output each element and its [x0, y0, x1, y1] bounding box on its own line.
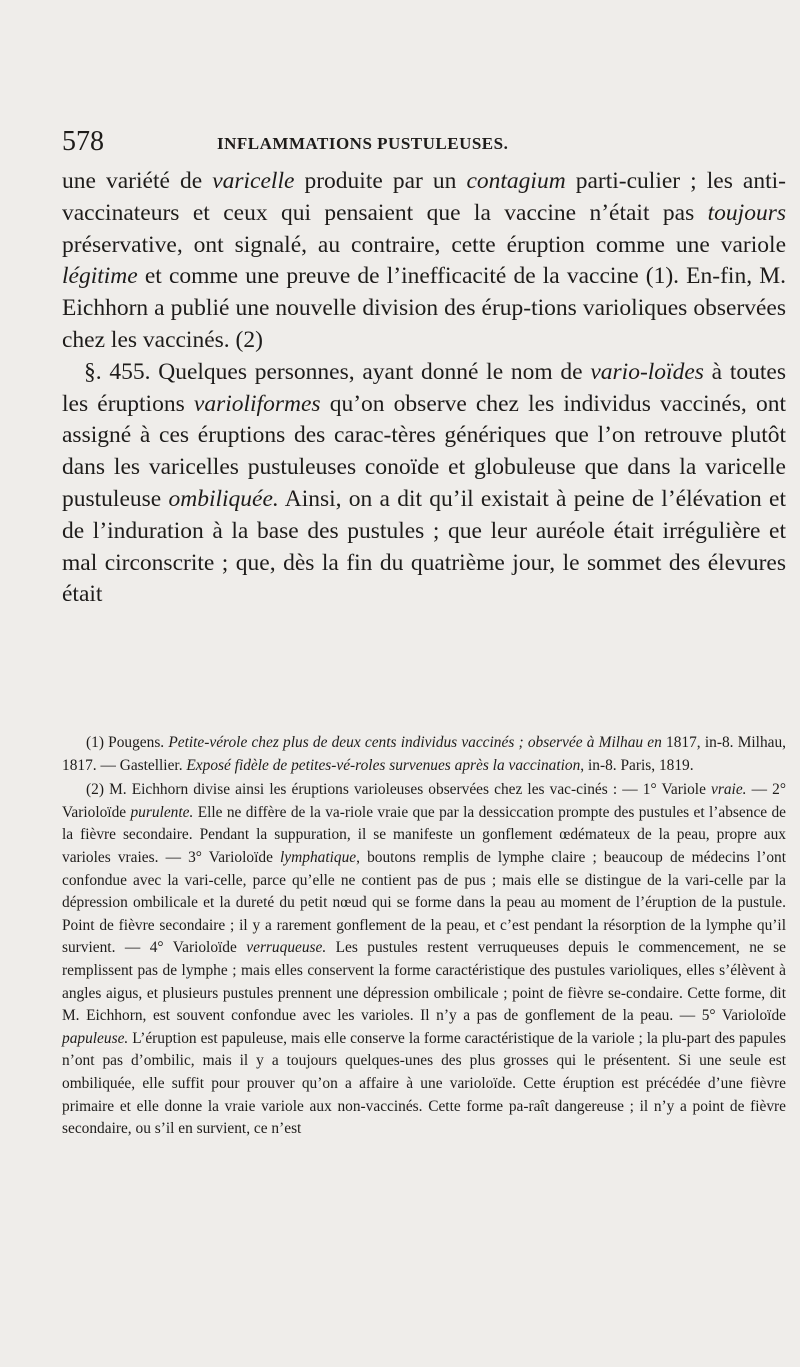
text-run: , boutons remplis de lymphe claire ; beaucoup de médecins l’ont confondue avec la vari-celle, parce qu’elle ne contient pas de pus ; mais elle se distingue de la vari-celle par la dépression ombilicale et la dureté du petit nœud qui se forme dans la peau au moment de l’éruption de la pustule. Point de fièvre secondaire ; il y a rarement gonflement de la peau, et c’est pendant la résorption de la lymphe qu’il survient. — 4° Varioloïde: [62, 848, 786, 957]
text-run-italic: contagium: [466, 168, 566, 194]
text-run-italic: varicelle: [212, 168, 295, 194]
text-run: parti-culier ; les anti-vaccinateurs et ceux qui pensaient que la vaccine n’était pas: [62, 168, 786, 226]
text-run: §. 455. Quelques personnes, ayant donné le nom de: [84, 358, 591, 385]
text-run: qu’on observe chez les individus vaccinés, ont assigné à ces éruptions des carac-tères génériques que l’on retrouve plutôt dans les varicelles pustuleuses conoïde et globuleuse que dans la varicelle pustuleuse: [62, 390, 786, 512]
footnote-2: [62, 779, 786, 1141]
text-run: — 2° Varioloïde: [62, 781, 786, 821]
text-run-italic: vraie.: [711, 781, 747, 799]
text-run: produite par un: [294, 168, 467, 194]
paragraph-continuation: [62, 166, 786, 357]
text-run: , in-8. Paris, 1819.: [580, 756, 694, 774]
text-run-italic: Exposé fidèle de petites-vé-roles survenues après la vaccination: [186, 756, 581, 774]
text-run: Les pustules restent verruqueuses depuis le commencement, ne se remplissent pas de lymphe ; mais elles conservent la forme caractéristique des pustules varioliques, elles s’élèvent à angles aigus, et plusieurs pustules prennent une dépression ombilicale ; point de fièvre se-condaire. Cette forme, dit M. Eichhorn, est souvent confondue avec les varioles. Il n’y a pas de gonflement de la peau. — 5° Varioloïde: [62, 939, 786, 1025]
text-run: 1817, in-8. Milhau, 1817. — Gastellier.: [62, 734, 787, 774]
text-run-italic: légitime: [62, 263, 138, 290]
text-run-italic: papuleuse.: [62, 1029, 129, 1047]
text-run: L’éruption est papuleuse, mais elle conserve la forme caractéristique de la variole ; la plu-part des papules n’ont pas d’ombilic, mais il y a toujours quelques-unes des plus grosses qui le présentent. Si une seule est ombiliquée, elle suffit pour prouver qu’on a affaire à une varioloïde. Cette éruption est précédée d’une fièvre primaire et elle donne la vraie variole aux non-vaccinés. Cette forme pa-raît dangereuse ; il n’y a point de fièvre secondaire, ou s’il en survient, ce n’est: [62, 1029, 786, 1138]
text-run: Elle ne diffère de la va-riole vraie que par la dessiccation prompte des pustules et l’absence de la fièvre secondaire. Pendant la suppuration, il se manifeste un gonflement œdémateux de la peau, propre aux varioles vraies. — 3° Varioloïde: [62, 803, 786, 866]
text-run-italic: purulente.: [130, 803, 194, 821]
text-run: (2) M. Eichhorn divise ainsi les éruptions varioleuses observées chez les vac-cinés : — 1° Variole: [86, 781, 712, 799]
paragraph-section-455: [62, 357, 786, 611]
footnotes: [62, 732, 786, 1141]
text-run: préservative, ont signalé, au contraire, cette éruption comme une variole: [62, 231, 786, 258]
text-run-italic: ombiliquée.: [168, 485, 279, 512]
text-run: une variété de: [62, 168, 213, 194]
text-run: Ainsi, on a dit qu’il existait à peine de l’élévation et de l’induration à la base des pustules ; que leur auréole était irrégulière et mal circonscrite ; que, dès la fin du quatrième jour, le sommet des élevures était: [62, 485, 786, 608]
text-run-italic: vario-loïdes: [590, 358, 704, 385]
text-run: à toutes les éruptions: [62, 358, 786, 417]
text-run-italic: lymphatique: [280, 848, 357, 866]
page-header: [62, 126, 762, 166]
text-run-italic: verruqueuse.: [246, 939, 327, 957]
page-number: 578: [62, 126, 104, 157]
footnote-1: [62, 732, 786, 777]
text-run: et comme une preuve de l’inefficacité de la vaccine (1). En-fin, M. Eichhorn a publié une nouvelle division des érup-tions varioliques observées chez les vaccinés. (2): [62, 263, 786, 353]
text-run-italic: toujours: [707, 199, 786, 226]
main-text: [62, 166, 786, 611]
text-run-italic: Petite-vérole chez plus de deux cents individus vaccinés ; observée à Milhau en: [168, 734, 662, 751]
text-run: (1) Pougens.: [86, 734, 169, 751]
running-title: INFLAMMATIONS PUSTULEUSES.: [217, 134, 509, 153]
text-run-italic: varioliformes: [193, 390, 321, 417]
